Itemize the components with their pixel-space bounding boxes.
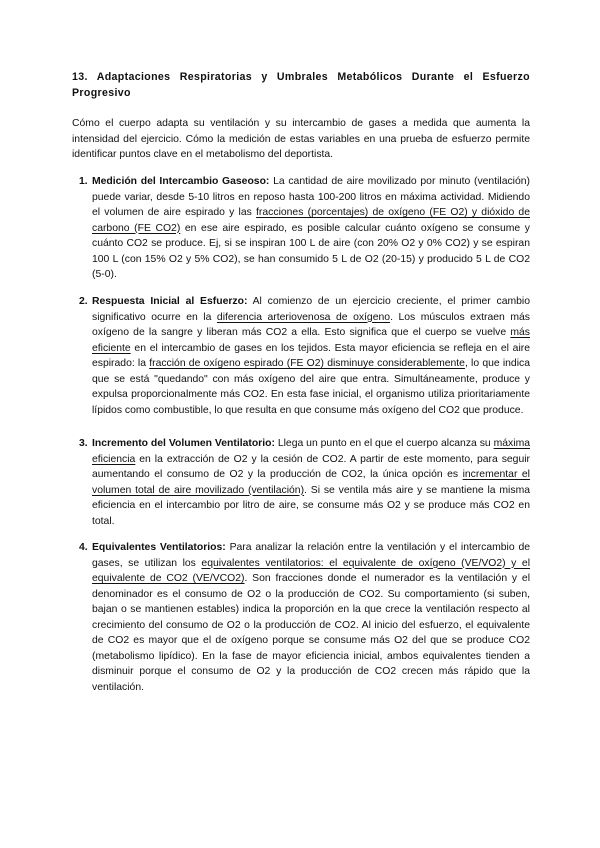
item-text: Al comienzo de un ejercicio creciente, el primer cambio significativo ocurre en la: [92, 296, 531, 323]
underlined-text: fracción de oxígeno espirado (FE O2) disminuye considerablemente: [149, 358, 465, 369]
underlined-text: máxima eficiencia: [92, 438, 530, 465]
item-heading: Incremento del Volumen Ventilatorio:: [92, 438, 275, 449]
section-title: 13. Adaptaciones Respiratorias y Umbrales Metabólicos Durante el Esfuerzo Progresivo: [72, 71, 530, 99]
item-text: . Los músculos extraen más oxígeno de la sangre y liberan más CO2 a ella. Esto significa que el cuerpo se vuelve: [92, 311, 530, 338]
list-number: 1.: [79, 176, 88, 187]
underlined-text: equivalentes ventilatorios: el equivalente de oxígeno (VE/VO2) y el equivalente de CO2 (VE/VCO2): [92, 557, 530, 584]
underlined-text: más eficiente: [92, 327, 530, 354]
item-text: en la extracción de O2 y la cesión de CO2. A partir de este momento, para seguir aumentando el consumo de O2 y la producción de CO2, la única opción es: [92, 453, 530, 480]
item-text: en el intercambio de gases en los tejidos. Esta mayor eficiencia se refleja en el aire espirado: la: [92, 342, 530, 369]
item-text: , lo que indica que se está "quedando" con más oxígeno del aire que entra. Simultáneamente, produce y expulsa proporcionalmente más CO2. En esta fase inicial, el organismo utiliza prioritariamente lípidos como combustible, lo que resulta en que consume más oxígeno del CO2 que produce.: [92, 358, 530, 416]
item-text: . Son fracciones donde el numerador es la ventilación y el denominador es el consumo de O2 o la producción de CO2. Su comportamiento (si suben, bajan o se mantienen estables) indica la proporción en la que crece la ventilación respecto al crecimiento del consumo de O2 o la producción de CO2. Al inicio del esfuerzo, el equivalente de CO2 es mayor que el de oxígeno porque se consume más O2 del que se produce CO2 (metabolismo lipídico). En la fase de mayor eficiencia inicial, ambos equivalentes tienden a disminuir porque el consumo de O2 y la producción de CO2 crecen más rápido que la ventilación.: [92, 573, 530, 693]
item-heading: Medición del Intercambio Gaseoso:: [92, 176, 270, 187]
item-heading: Equivalentes Ventilatorios:: [92, 542, 226, 553]
list-number: 2.: [79, 296, 88, 307]
item-heading: Respuesta Inicial al Esfuerzo:: [92, 296, 248, 307]
item-text: Para analizar la relación entre la ventilación y el intercambio de gases, se utilizan los: [92, 542, 531, 569]
item-text: . Si se ventila más aire y se mantiene la misma eficiencia en el intercambio por litro de aire, se consume más O2 y se produce más CO2 en total.: [92, 484, 530, 527]
list-item-3: [79, 436, 530, 529]
intro-paragraph: Cómo el cuerpo adapta su ventilación y su intercambio de gases a medida que aumenta la intensidad del ejercicio. Cómo la medición de estas variables en una prueba de esfuerzo permite identificar puntos clave en el metabolismo del deportista.: [72, 118, 530, 160]
item-text: La cantidad de aire movilizado por minuto (ventilación) puede variar, desde 5-10 litros en reposo hasta 100-200 litros en máxima actividad. Midiendo el volumen de aire espirado y las: [92, 176, 530, 218]
list-number: 3.: [79, 438, 88, 449]
list-item-1: [79, 174, 530, 283]
item-text: Llega un punto en el que el cuerpo alcanza su: [274, 438, 494, 449]
item-text: en ese aire espirado, es posible calcular cuánto oxígeno se consume y cuánto CO2 se produce. Ej, si se inspiran 100 L de aire (con 20% O2 y 0% CO2) y se espiran 100 L (con 15% O2 y 5% CO2), se han consumido 5 L de O2 (20-15) y producido 5 L de CO2 (5-0).: [92, 222, 530, 280]
list-item-4: [79, 540, 531, 695]
underlined-text: fracciones (porcentajes) de oxígeno (FE O2) y dióxido de carbono (FE CO2): [92, 207, 530, 234]
underlined-text: diferencia arteriovenosa de oxígeno: [216, 311, 391, 323]
list-number: 4.: [79, 542, 88, 553]
list-item-2: [79, 294, 531, 418]
underlined-text: incrementar el volumen total de aire movilizado (ventilación): [92, 469, 530, 496]
